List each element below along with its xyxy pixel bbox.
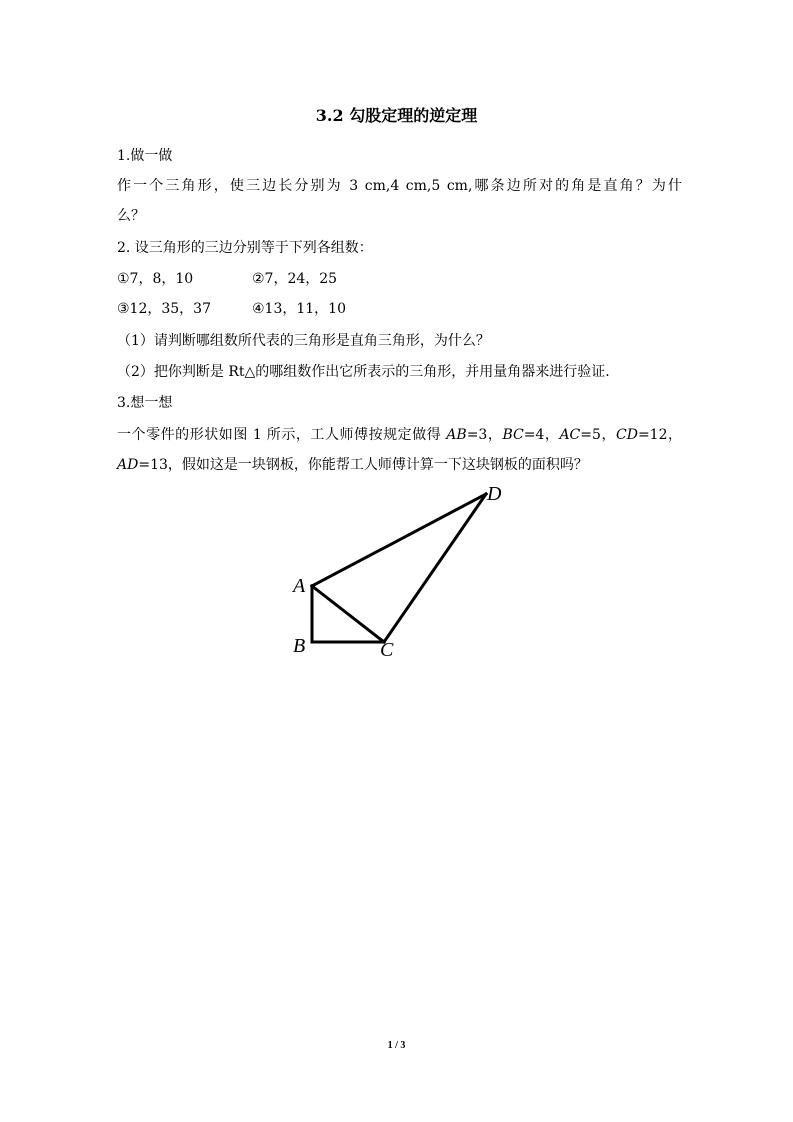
section1-heading: 1.做一做	[117, 148, 173, 164]
segment-ac	[312, 586, 384, 642]
section1-text-line1: 作一个三角形，使三边长分别为 3 cm,4 cm,5 cm,哪条边所对的角是直角？为什	[117, 178, 682, 194]
segment-cd	[384, 494, 486, 642]
page-number: 1 / 3	[387, 1040, 406, 1051]
number-group-3: ③12，35，37	[117, 301, 211, 317]
question-1: （1）请判断哪组数所代表的三角形是直角三角形，为什么？	[117, 333, 490, 349]
section3-text-line2: AD=13，假如这是一块钢板，你能帮工人师傅计算一下这块钢板的面积吗？	[117, 457, 588, 473]
vertex-label-a: A	[293, 575, 306, 597]
section2-heading: 2. 设三角形的三边分别等于下列各组数：	[117, 240, 373, 256]
vertex-label-d: D	[487, 483, 502, 505]
question-2: （2）把你判断是 Rt△的哪组数作出它所表示的三角形，并用量角器来进行验证.	[117, 364, 610, 380]
vertex-label-b: B	[293, 635, 306, 657]
section3-text-line1: 一个零件的形状如图 1 所示，工人师傅按规定做得 AB=3，BC=4，AC=5，CD=12，	[117, 427, 683, 443]
section3-heading: 3.想一想	[117, 395, 173, 411]
number-groups-row1	[117, 269, 682, 289]
number-group-1: ①7，8，10	[117, 271, 194, 287]
page-title: 3.2 勾股定理的逆定理	[315, 106, 478, 125]
quadrilateral-figure	[280, 478, 520, 664]
number-group-4: ④13，11，10	[252, 301, 346, 317]
number-groups-row2	[117, 299, 682, 319]
segment-ad	[312, 494, 486, 586]
number-group-2: ②7，24，25	[252, 271, 338, 287]
vertex-label-c: C	[380, 639, 394, 661]
section1-text-line2: 么？	[117, 208, 145, 224]
